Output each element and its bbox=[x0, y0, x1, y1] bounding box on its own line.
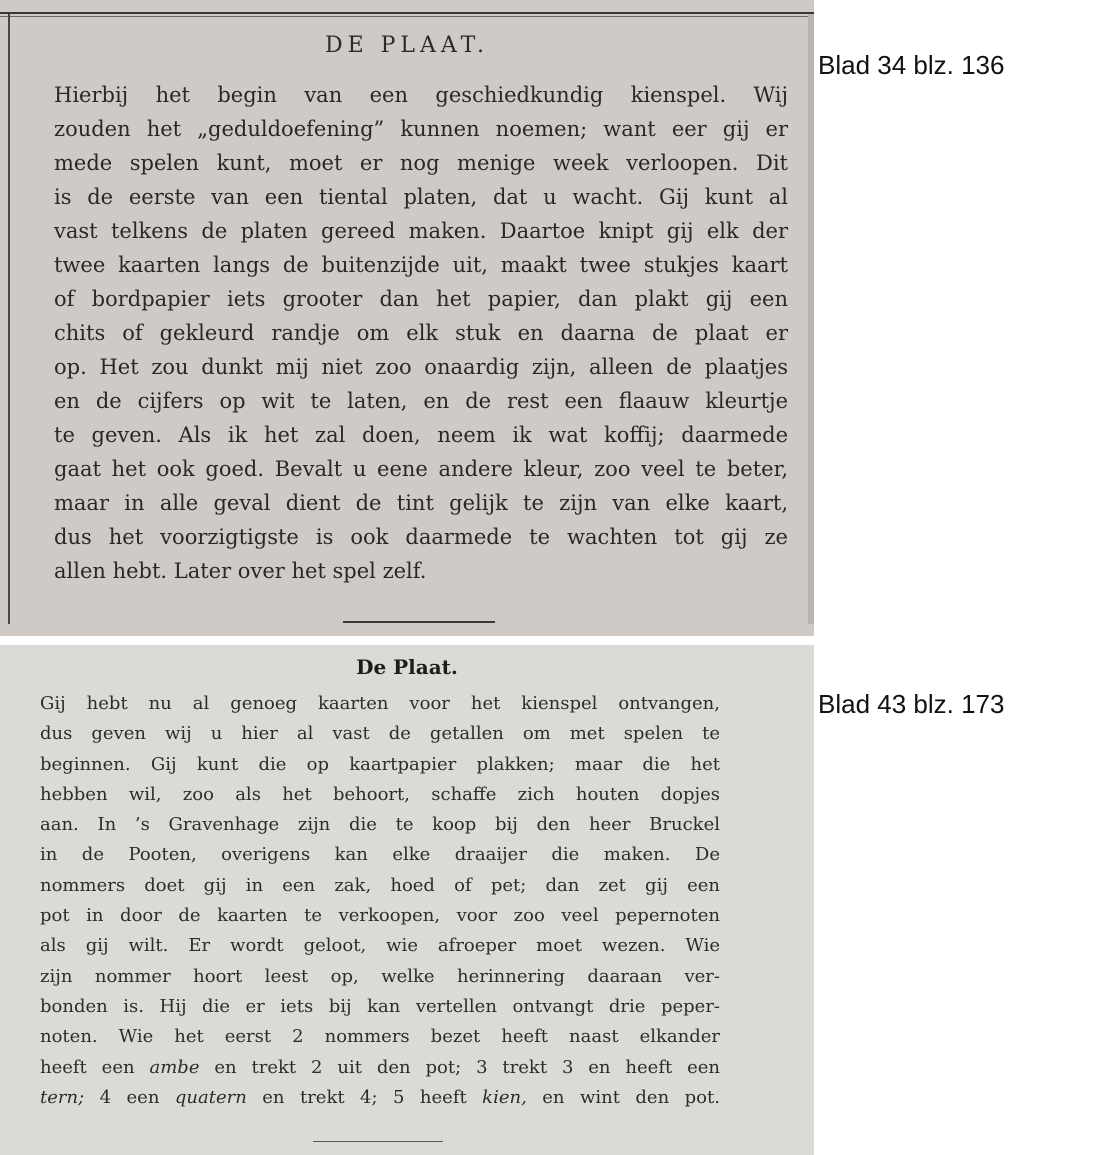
text-line: zijn nommer hoort leest op, welke herinnering daaraan ver- bbox=[40, 965, 720, 987]
text-line: te geven. Als ik het zal doen, neem ik wat koffij; daarmede bbox=[54, 423, 788, 447]
text-line: gaat het ook goed. Bevalt u eene andere kleur, zoo veel te beter, bbox=[54, 457, 788, 481]
top-rule bbox=[0, 12, 814, 14]
text-line: allen hebt. Later over het spel zelf. bbox=[54, 559, 427, 583]
separator-rule bbox=[343, 621, 495, 623]
text-line: Gij hebt nu al genoeg kaarten voor het kienspel ontvangen, bbox=[40, 693, 720, 714]
text-line: noten. Wie het eerst 2 nommers bezet heeft naast elkander bbox=[40, 1026, 720, 1048]
source-label-1: Blad 34 blz. 136 bbox=[818, 50, 1005, 80]
italic-term-kien: kien, bbox=[482, 1086, 527, 1108]
italic-term-ambe: ambe bbox=[149, 1056, 200, 1078]
text-run: heeft een bbox=[40, 1056, 135, 1078]
italic-term-quatern: quatern bbox=[174, 1086, 247, 1108]
text-line: Hierbij het begin van een geschiedkundig kienspel. Wij bbox=[54, 83, 788, 107]
text-line: dus het voorzigtigste is ook daarmede te wachten tot gij ze bbox=[54, 525, 788, 549]
page-edge bbox=[808, 14, 814, 624]
text-line: vast telkens de platen gereed maken. Daartoe knipt gij elk der bbox=[54, 219, 788, 243]
clipping-blad-43 bbox=[0, 645, 814, 1155]
source-label-2: Blad 43 blz. 173 bbox=[818, 689, 1005, 719]
text-run: en wint den pot. bbox=[542, 1086, 720, 1108]
text-line: dus geven wij u hier al vast de getallen om met spelen te bbox=[40, 723, 720, 745]
text-line: aan. In ’s Gravenhage zijn die te koop bij den heer Bruckel bbox=[40, 814, 720, 836]
text-line: bonden is. Hij die er iets bij kan vertellen ontvangt drie peper- bbox=[40, 995, 720, 1017]
text-run: en trekt 2 uit den pot; 3 trekt 3 en heeft een bbox=[214, 1056, 721, 1078]
text-line: in de Pooten, overigens kan elke draaijer die maken. De bbox=[40, 844, 720, 866]
text-line: beginnen. Gij kunt die op kaartpapier plakken; maar die het bbox=[40, 753, 720, 775]
separator-rule bbox=[313, 1141, 443, 1142]
clipping-2-body bbox=[40, 689, 720, 1113]
clipping-1-title: DE PLAAT. bbox=[324, 33, 490, 58]
text-line: mede spelen kunt, moet er nog menige week verloopen. Dit bbox=[54, 151, 788, 175]
clipping-blad-34 bbox=[0, 0, 814, 636]
top-rule-thin bbox=[0, 16, 814, 17]
clipping-2-title: De Plaat. bbox=[356, 655, 458, 679]
italic-term-tern: tern; bbox=[40, 1086, 85, 1108]
text-line: als gij wilt. Er wordt geloot, wie afroeper moet wezen. Wie bbox=[40, 935, 720, 957]
text-line: maar in alle geval dient de tint gelijk te zijn van elke kaart, bbox=[54, 491, 788, 515]
text-line: chits of gekleurd randje om elk stuk en daarna de plaat er bbox=[54, 321, 788, 345]
left-column-rule bbox=[8, 14, 10, 624]
text-line: of bordpapier iets grooter dan het papier, dan plakt gij een bbox=[54, 287, 788, 311]
text-line bbox=[40, 1053, 720, 1083]
text-line: nommers doet gij in een zak, hoed of pet; dan zet gij een bbox=[40, 874, 720, 896]
text-line: zouden het „geduldoefening” kunnen noemen; want eer gij er bbox=[54, 117, 788, 141]
text-run: 4 een bbox=[99, 1086, 160, 1108]
text-line: pot in door de kaarten te verkoopen, voor zoo veel pepernoten bbox=[40, 905, 720, 927]
clipping-1-body bbox=[54, 78, 788, 588]
text-line: is de eerste van een tiental platen, dat u wacht. Gij kunt al bbox=[54, 185, 788, 209]
text-line bbox=[40, 1083, 720, 1113]
text-line: twee kaarten langs de buitenzijde uit, maakt twee stukjes kaart bbox=[54, 253, 788, 277]
text-line: en de cijfers op wit te laten, en de rest een flaauw kleurtje bbox=[54, 389, 788, 413]
text-line: hebben wil, zoo als het behoort, schaffe zich houten dopjes bbox=[40, 783, 720, 805]
text-run: en trekt 4; 5 heeft bbox=[262, 1086, 467, 1108]
text-line: op. Het zou dunkt mij niet zoo onaardig zijn, alleen de plaatjes bbox=[54, 355, 788, 379]
